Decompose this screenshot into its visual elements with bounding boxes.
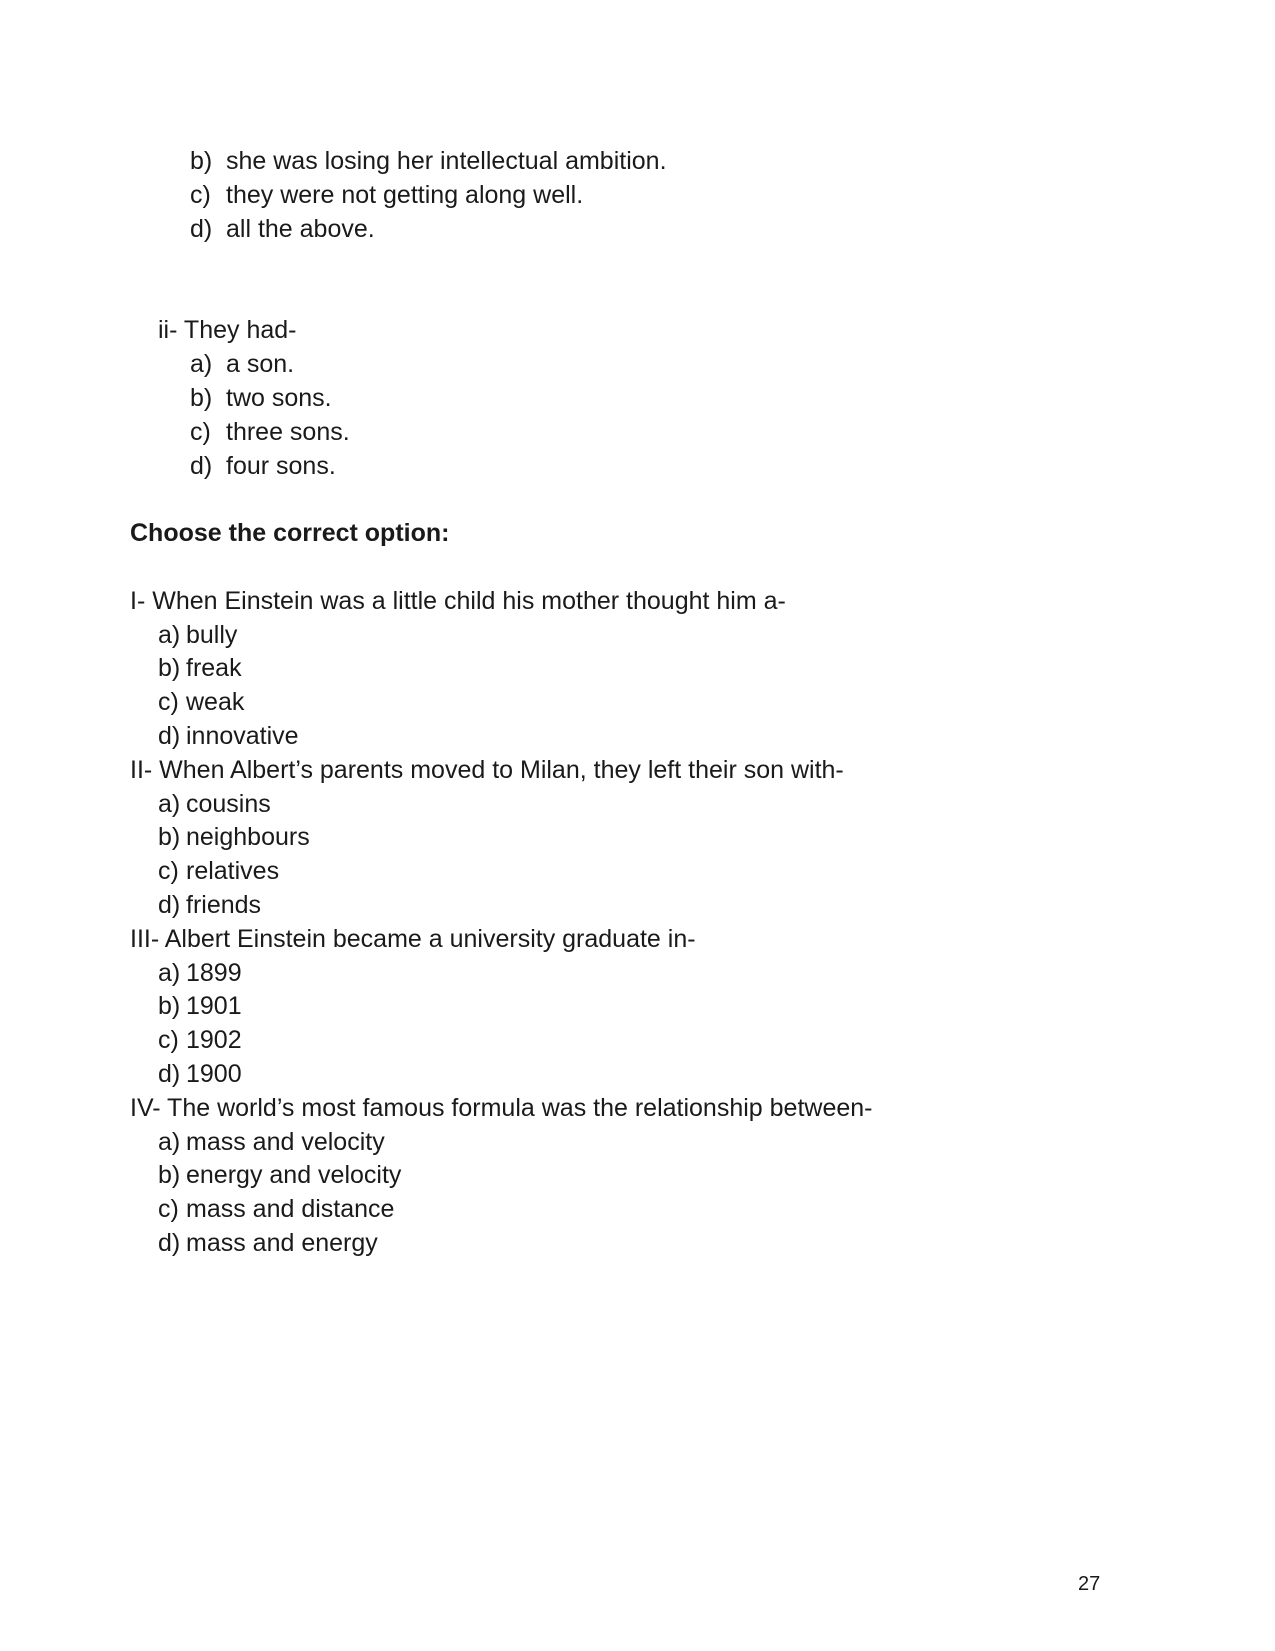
question-stem: III- Albert Einstein became a university graduate in- xyxy=(130,925,696,953)
option-text: freak xyxy=(186,654,242,682)
option-text: relatives xyxy=(186,857,280,885)
list-item xyxy=(158,1160,401,1190)
list-item xyxy=(158,1194,394,1224)
option-text: cousins xyxy=(186,790,271,818)
list-item xyxy=(158,1025,242,1055)
list-item xyxy=(158,1228,378,1258)
list-item xyxy=(158,620,237,650)
question-stem: ii- They had- xyxy=(158,316,297,344)
list-item xyxy=(190,214,375,244)
list-item xyxy=(190,146,667,176)
section-heading: Choose the correct option: xyxy=(130,519,450,547)
page-number: 27 xyxy=(1078,1573,1101,1595)
list-item xyxy=(158,822,310,852)
option-letter: c) xyxy=(190,181,211,209)
option-text: mass and distance xyxy=(186,1195,395,1223)
list-item xyxy=(158,1059,242,1089)
option-letter: c) xyxy=(158,857,179,885)
option-letter: d) xyxy=(158,1229,181,1257)
question-stem: I- When Einstein was a little child his mother thought him a- xyxy=(130,587,786,615)
option-letter: a) xyxy=(158,790,181,818)
option-letter: d) xyxy=(158,891,181,919)
option-text: 1900 xyxy=(186,1060,242,1088)
list-item xyxy=(158,856,279,886)
option-letter: d) xyxy=(158,722,181,750)
option-letter: d) xyxy=(158,1060,181,1088)
list-item xyxy=(158,991,242,1021)
option-letter: b) xyxy=(190,147,213,175)
option-text: they were not getting along well. xyxy=(226,181,584,209)
question-stem: IV- The world’s most famous formula was the relationship between- xyxy=(130,1094,873,1122)
option-letter: a) xyxy=(158,621,181,649)
option-text: mass and energy xyxy=(186,1229,378,1257)
option-text: 1901 xyxy=(186,992,242,1020)
list-item xyxy=(190,349,294,379)
option-text: 1899 xyxy=(186,959,242,987)
option-letter: c) xyxy=(158,1026,179,1054)
option-text: 1902 xyxy=(186,1026,242,1054)
option-text: all the above. xyxy=(226,215,375,243)
list-item xyxy=(190,451,336,481)
option-letter: d) xyxy=(190,215,213,243)
option-letter: c) xyxy=(158,688,179,716)
list-item xyxy=(158,653,242,683)
option-text: two sons. xyxy=(226,384,332,412)
list-item xyxy=(158,721,299,751)
list-item xyxy=(158,687,244,717)
list-item xyxy=(158,890,261,920)
list-item xyxy=(190,180,583,210)
option-text: four sons. xyxy=(226,452,336,480)
option-text: weak xyxy=(186,688,245,716)
list-item xyxy=(190,383,332,413)
option-letter: b) xyxy=(190,384,213,412)
option-text: she was losing her intellectual ambition. xyxy=(226,147,667,175)
option-text: three sons. xyxy=(226,418,350,446)
option-letter: c) xyxy=(158,1195,179,1223)
option-text: friends xyxy=(186,891,262,919)
option-letter: a) xyxy=(158,959,181,987)
list-item xyxy=(158,958,242,988)
list-item xyxy=(158,789,271,819)
option-text: a son. xyxy=(226,350,295,378)
option-letter: b) xyxy=(158,1161,181,1189)
option-letter: b) xyxy=(158,823,181,851)
option-text: neighbours xyxy=(186,823,310,851)
list-item xyxy=(158,1127,385,1157)
option-letter: b) xyxy=(158,992,181,1020)
option-letter: a) xyxy=(158,1128,181,1156)
question-stem: II- When Albert’s parents moved to Milan, they left their son with- xyxy=(130,756,844,784)
option-letter: a) xyxy=(190,350,213,378)
option-letter: c) xyxy=(190,418,211,446)
option-letter: d) xyxy=(190,452,213,480)
option-text: energy and velocity xyxy=(186,1161,402,1189)
option-text: innovative xyxy=(186,722,299,750)
option-text: mass and velocity xyxy=(186,1128,385,1156)
option-letter: b) xyxy=(158,654,181,682)
list-item xyxy=(190,417,350,447)
option-text: bully xyxy=(186,621,238,649)
